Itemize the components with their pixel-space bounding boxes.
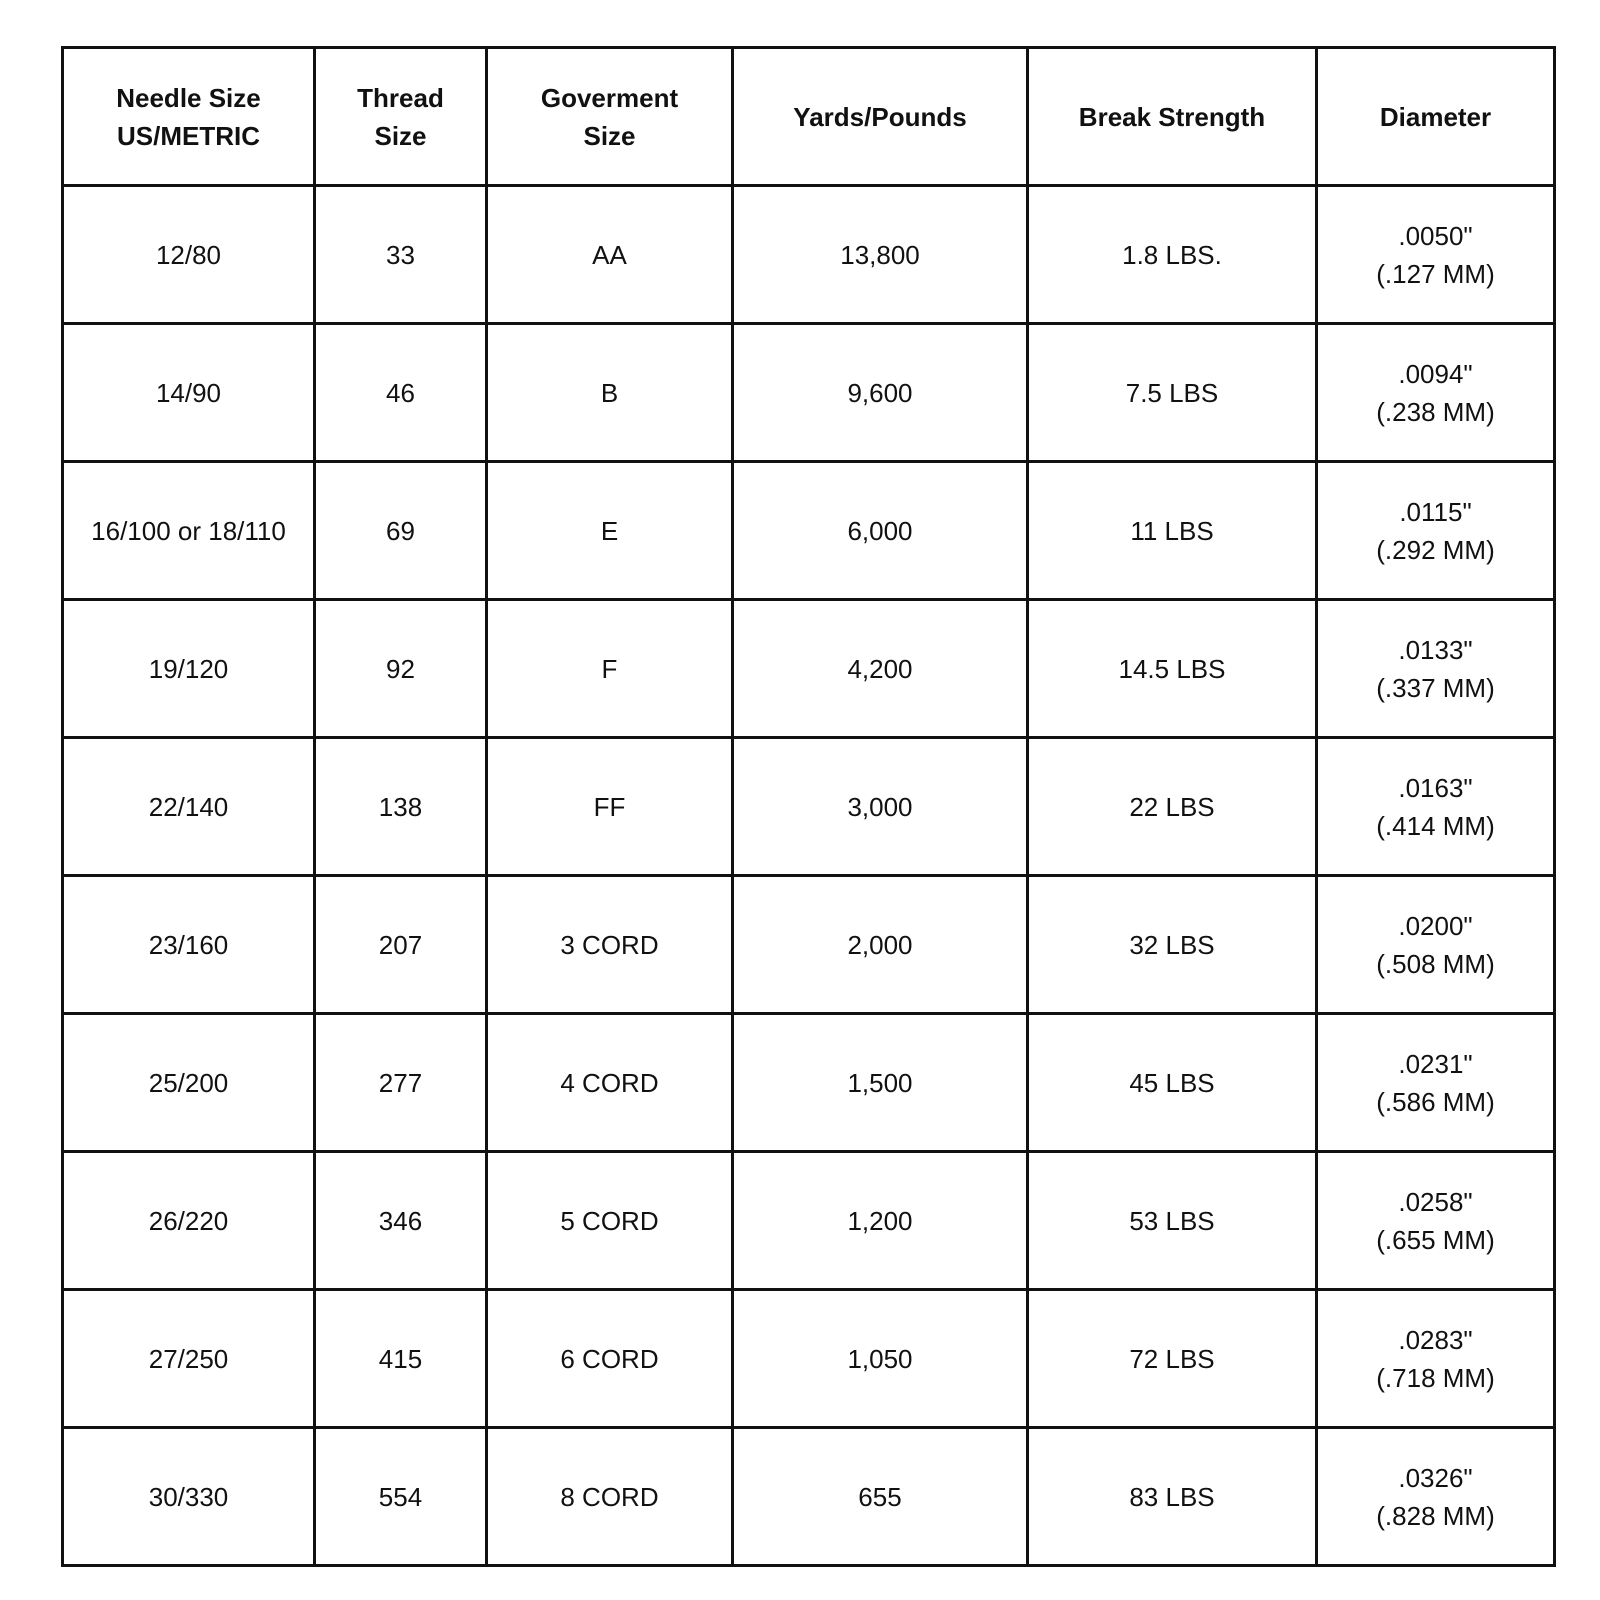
- cell-government-size: 4 CORD: [487, 1014, 733, 1152]
- cell-thread-size: 277: [315, 1014, 487, 1152]
- cell-break-strength: 22 LBS: [1028, 738, 1317, 876]
- cell-yards-pounds: 9,600: [733, 324, 1028, 462]
- header-row: [63, 48, 1555, 186]
- table-row: [63, 462, 1555, 600]
- cell-government-size: B: [487, 324, 733, 462]
- cell-break-strength: 53 LBS: [1028, 1152, 1317, 1290]
- cell-yards-pounds: 1,050: [733, 1290, 1028, 1428]
- cell-government-size: 3 CORD: [487, 876, 733, 1014]
- cell-thread-size: 138: [315, 738, 487, 876]
- cell-yards-pounds: 2,000: [733, 876, 1028, 1014]
- cell-break-strength: 32 LBS: [1028, 876, 1317, 1014]
- cell-thread-size: 346: [315, 1152, 487, 1290]
- header-thread-size: Thread Size: [315, 48, 487, 186]
- cell-needle-size: 19/120: [63, 600, 315, 738]
- header-yards-pounds: Yards/Pounds: [733, 48, 1028, 186]
- cell-government-size: 6 CORD: [487, 1290, 733, 1428]
- cell-yards-pounds: 4,200: [733, 600, 1028, 738]
- cell-needle-size: 25/200: [63, 1014, 315, 1152]
- cell-thread-size: 92: [315, 600, 487, 738]
- needle-thread-size-table: [61, 46, 1556, 1567]
- table-row: [63, 1014, 1555, 1152]
- table-row: [63, 1428, 1555, 1566]
- cell-thread-size: 207: [315, 876, 487, 1014]
- cell-government-size: FF: [487, 738, 733, 876]
- cell-diameter: .0326" (.828 MM): [1317, 1428, 1555, 1566]
- cell-government-size: F: [487, 600, 733, 738]
- cell-needle-size: 16/100 or 18/110: [63, 462, 315, 600]
- table-row: [63, 600, 1555, 738]
- table-row: [63, 1152, 1555, 1290]
- cell-thread-size: 554: [315, 1428, 487, 1566]
- cell-yards-pounds: 13,800: [733, 186, 1028, 324]
- cell-diameter: .0133" (.337 MM): [1317, 600, 1555, 738]
- table-row: [63, 324, 1555, 462]
- cell-needle-size: 23/160: [63, 876, 315, 1014]
- cell-government-size: AA: [487, 186, 733, 324]
- cell-diameter: .0050" (.127 MM): [1317, 186, 1555, 324]
- cell-break-strength: 83 LBS: [1028, 1428, 1317, 1566]
- cell-yards-pounds: 655: [733, 1428, 1028, 1566]
- cell-government-size: 5 CORD: [487, 1152, 733, 1290]
- cell-break-strength: 14.5 LBS: [1028, 600, 1317, 738]
- cell-needle-size: 26/220: [63, 1152, 315, 1290]
- table-row: [63, 738, 1555, 876]
- header-government-size: Goverment Size: [487, 48, 733, 186]
- cell-break-strength: 45 LBS: [1028, 1014, 1317, 1152]
- cell-thread-size: 415: [315, 1290, 487, 1428]
- table-header: [63, 48, 1555, 186]
- cell-diameter: .0258" (.655 MM): [1317, 1152, 1555, 1290]
- cell-needle-size: 27/250: [63, 1290, 315, 1428]
- table-row: [63, 186, 1555, 324]
- cell-needle-size: 12/80: [63, 186, 315, 324]
- cell-yards-pounds: 6,000: [733, 462, 1028, 600]
- cell-break-strength: 11 LBS: [1028, 462, 1317, 600]
- table-row: [63, 876, 1555, 1014]
- cell-break-strength: 1.8 LBS.: [1028, 186, 1317, 324]
- header-diameter: Diameter: [1317, 48, 1555, 186]
- cell-break-strength: 72 LBS: [1028, 1290, 1317, 1428]
- header-needle-size: Needle Size US/METRIC: [63, 48, 315, 186]
- cell-yards-pounds: 1,200: [733, 1152, 1028, 1290]
- cell-diameter: .0115" (.292 MM): [1317, 462, 1555, 600]
- cell-thread-size: 46: [315, 324, 487, 462]
- cell-yards-pounds: 3,000: [733, 738, 1028, 876]
- header-break-strength: Break Strength: [1028, 48, 1317, 186]
- cell-break-strength: 7.5 LBS: [1028, 324, 1317, 462]
- cell-diameter: .0231" (.586 MM): [1317, 1014, 1555, 1152]
- cell-yards-pounds: 1,500: [733, 1014, 1028, 1152]
- cell-thread-size: 33: [315, 186, 487, 324]
- cell-government-size: 8 CORD: [487, 1428, 733, 1566]
- cell-government-size: E: [487, 462, 733, 600]
- cell-needle-size: 30/330: [63, 1428, 315, 1566]
- table-body: [63, 186, 1555, 1566]
- cell-thread-size: 69: [315, 462, 487, 600]
- cell-diameter: .0283" (.718 MM): [1317, 1290, 1555, 1428]
- cell-needle-size: 14/90: [63, 324, 315, 462]
- table-row: [63, 1290, 1555, 1428]
- cell-diameter: .0094" (.238 MM): [1317, 324, 1555, 462]
- cell-needle-size: 22/140: [63, 738, 315, 876]
- cell-diameter: .0163" (.414 MM): [1317, 738, 1555, 876]
- cell-diameter: .0200" (.508 MM): [1317, 876, 1555, 1014]
